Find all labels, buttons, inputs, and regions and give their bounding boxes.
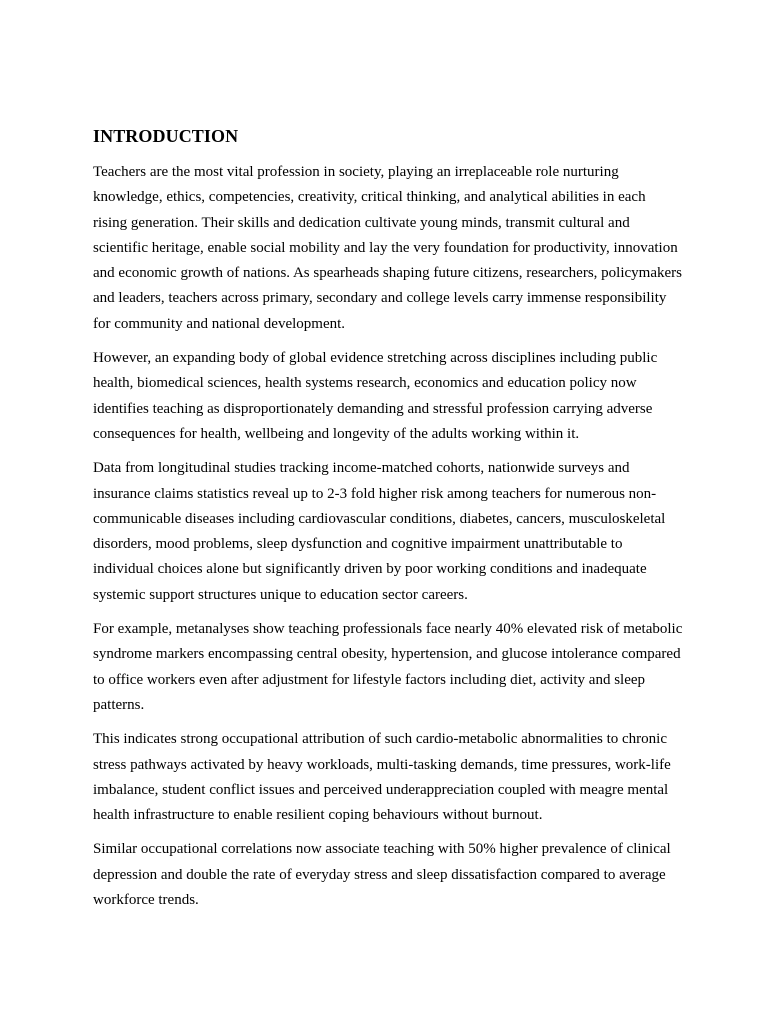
document-page [93, 124, 683, 922]
paragraph: However, an expanding body of global evidence stretching across disciplines including public health, biomedical sciences, health systems research, economics and education policy now identifies teaching as disproportionately demanding and stressful profession carrying adverse consequences for health, wellbeing and longevity of the adults working within it. [93, 350, 658, 442]
paragraph: Data from longitudinal studies tracking income-matched cohorts, nationwide surveys and insurance claims statistics reveal up to 2-3 fold higher risk among teachers for numerous non-communicable diseases including cardiovascular conditions, diabetes, cancers, musculoskeletal disorders, mood problems, sleep dysfunction and cognitive impairment unattributable to individual choices alone but significantly driven by poor working conditions and inadequate systemic support structures unique to education sector careers. [93, 460, 666, 603]
paragraph: This indicates strong occupational attribution of such cardio-metabolic abnormalities to chronic stress pathways activated by heavy workloads, multi-tasking demands, time pressures, work-life imbalance, student conflict issues and perceived underappreciation coupled with meagre mental health infrastructure to enable resilient coping behaviours without burnout. [93, 731, 671, 824]
section-heading: INTRODUCTION [93, 126, 239, 146]
paragraph: For example, metanalyses show teaching professionals face nearly 40% elevated risk of metabolic syndrome markers encompassing central obesity, hypertension, and glucose intolerance compared to office workers even after adjustment for lifestyle factors including diet, activity and sleep patterns. [93, 621, 683, 713]
paragraph: Similar occupational correlations now associate teaching with 50% higher prevalence of clinical depression and double the rate of everyday stress and sleep dissatisfaction compared to average workforce trends. [93, 841, 671, 909]
paragraph: Teachers are the most vital profession in society, playing an irreplaceable role nurturing knowledge, ethics, competencies, creativity, critical thinking, and analytical abilities in each rising generation. Their skills and dedication cultivate young minds, transmit cultural and scientific heritage, enable social mobility and lay the very foundation for productivity, innovation and economic growth of nations. As spearheads shaping future citizens, researchers, policymakers and leaders, teachers across primary, secondary and college levels carry immense responsibility for community and national development. [93, 164, 682, 332]
